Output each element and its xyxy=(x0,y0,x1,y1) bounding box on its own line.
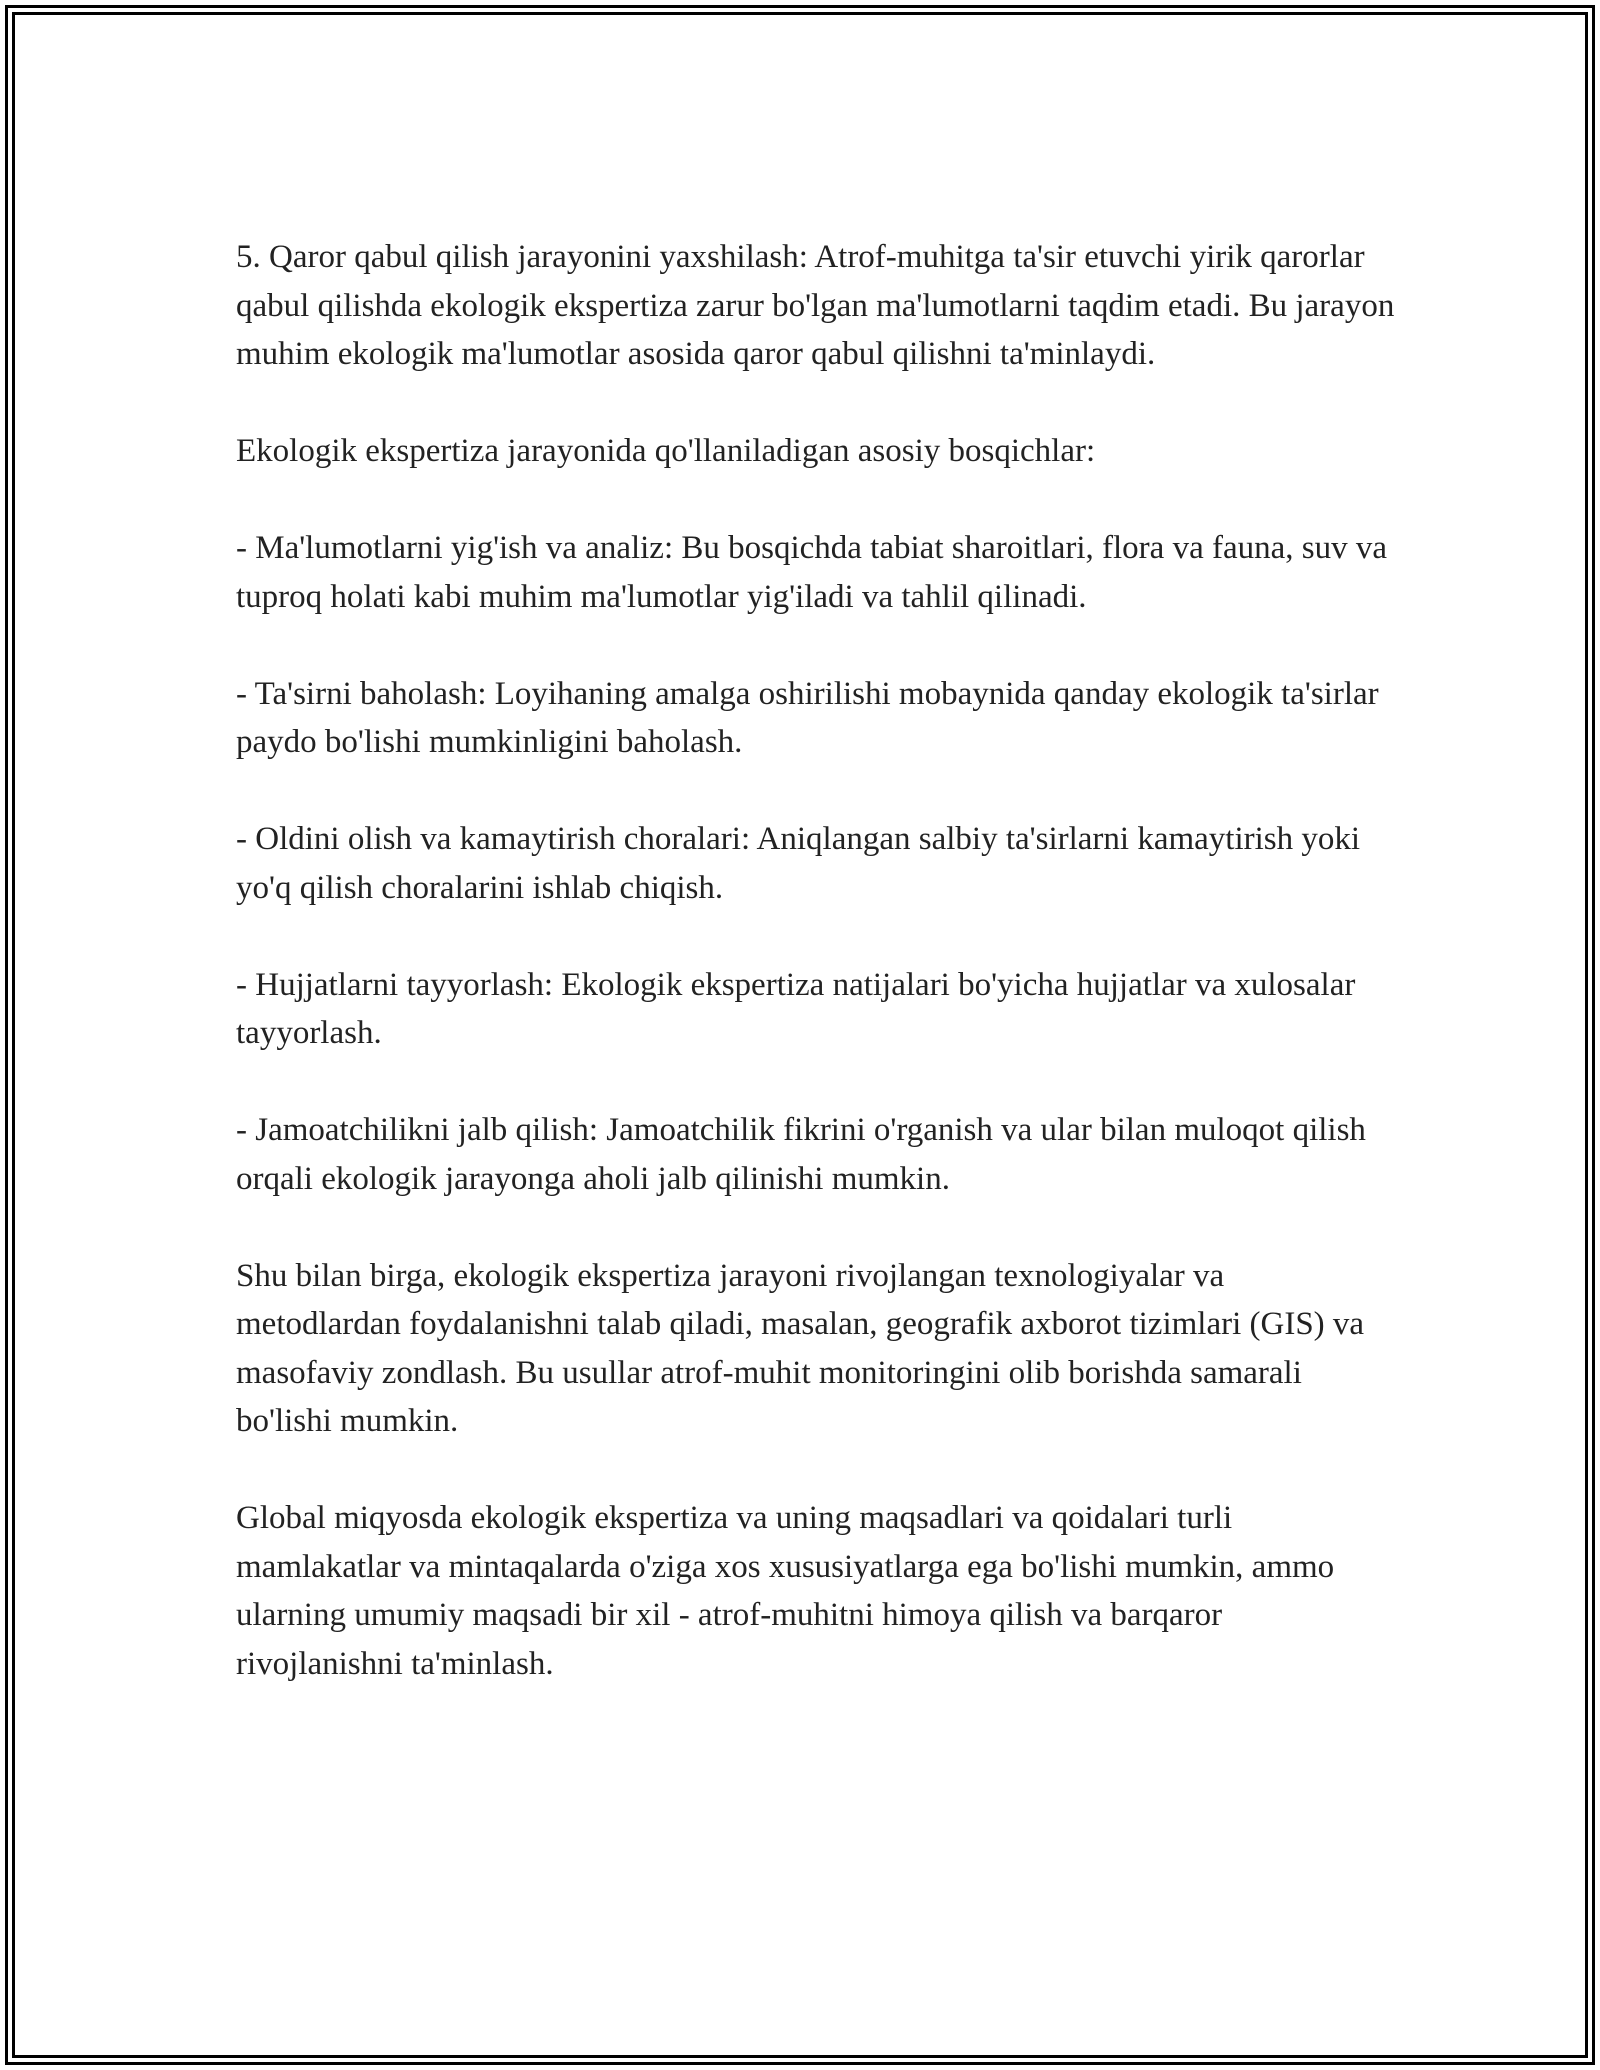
list-item-documentation: - Hujjatlarni tayyorlash: Ekologik ekspertiza natijalari bo'yicha hujjatlar va xulosalar tayyorlash. xyxy=(236,966,1356,1051)
document-body xyxy=(236,233,1396,1688)
list-item-impact-assessment: - Ta'sirni baholash: Loyihaning amalga oshirilishi mobaynida qanday ekologik ta'sirlar paydo bo'lishi mumkinligini baholash. xyxy=(236,675,1379,760)
paragraph-technologies: Shu bilan birga, ekologik ekspertiza jarayoni rivojlangan texnologiyalar va metodlardan foydalanishni talab qiladi, masalan, geografik axborot tizimlari (GIS) va masofaviy zondlash. Bu usullar atrof-muhit monitoringini olib borishda samarali bo'lishi mumkin. xyxy=(236,1257,1365,1439)
paragraph-decision-making: 5. Qaror qabul qilish jarayonini yaxshilash: Atrof-muhitga ta'sir etuvchi yirik qarorlar qabul qilishda ekologik ekspertiza zarur bo'lgan ma'lumotlarni taqdim etadi. Bu jarayon muhim ekologik ma'lumotlar asosida qaror qabul qilishni ta'minlaydi. xyxy=(236,239,1395,372)
paragraph-stages-intro: Ekologik ekspertiza jarayonida qo'llaniladigan asosiy bosqichlar: xyxy=(236,433,1096,469)
list-item-data-collection: - Ma'lumotlarni yig'ish va analiz: Bu bosqichda tabiat sharoitlari, flora va fauna, suv va tuproq holati kabi muhim ma'lumotlar yig'iladi va tahlil qilinadi. xyxy=(236,530,1387,615)
paragraph-global-scale: Global miqyosda ekologik ekspertiza va uning maqsadlari va qoidalari turli mamlakatlar va mintaqalarda o'ziga xos xususiyatlarga ega bo'lishi mumkin, ammo ularning umumiy maqsadi bir xil - atrof-muhitni himoya qilish va barqaror rivojlanishni ta'minlash. xyxy=(236,1500,1335,1682)
list-item-public-engagement: - Jamoatchilikni jalb qilish: Jamoatchilik fikrini o'rganish va ular bilan muloqot qilish orqali ekologik jarayonga aholi jalb qilinishi mumkin. xyxy=(236,1112,1366,1197)
list-item-mitigation: - Oldini olish va kamaytirish choralari: Aniqlangan salbiy ta'sirlarni kamaytirish yoki yo'q qilish choralarini ishlab chiqish. xyxy=(236,821,1361,906)
